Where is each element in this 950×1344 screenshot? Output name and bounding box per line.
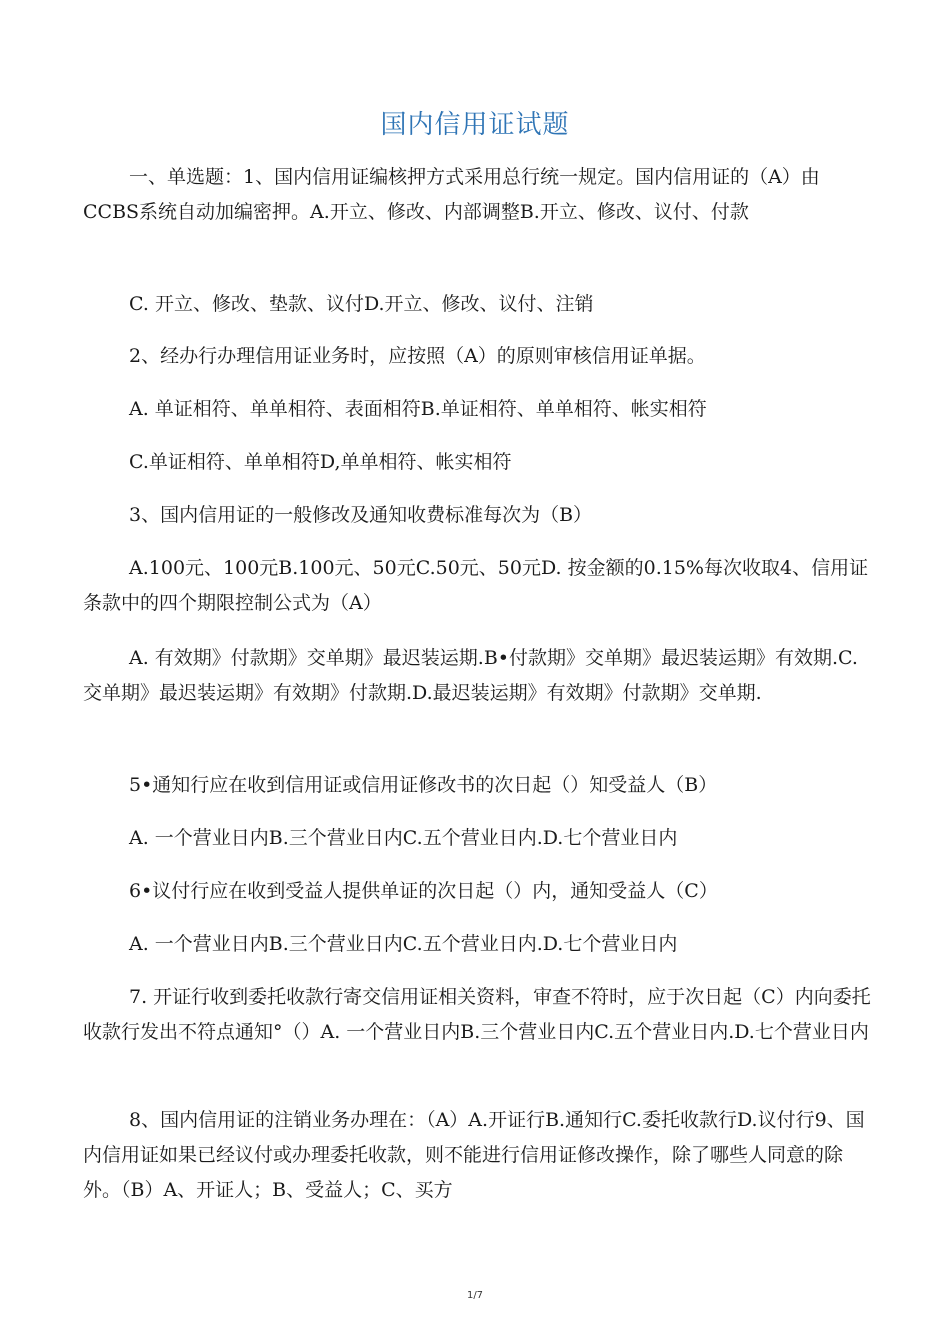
question-5: 5•通知行应在收到信用证或信用证修改书的次日起（）知受益人（B）: [129, 774, 718, 796]
question-6: 6•议付行应在收到受益人提供单证的次日起（）内，通知受益人（C）: [129, 880, 718, 902]
question-3: 3、国内信用证的一般修改及通知收费标准每次为（B）: [129, 504, 593, 526]
question-6-options: A. 一个营业日内B.三个营业日内C.五个营业日内.D.七个营业日内: [129, 933, 678, 955]
question-2-options-a: A. 单证相符、单单相符、表面相符B.单证相符、单单相符、帐实相符: [129, 398, 707, 420]
question-7: 7. 开证行收到委托收款行寄交信用证相关资料，审查不符时，应于次日起（C）内向委托收款行发出不符点通知°（）A. 一个营业日内B.三个营业日内C.五个营业日内.D.七个营业日内: [83, 986, 871, 1043]
question-3-options: A.100元、100元B.100元、50元C.50元、50元D. 按金额的0.15%每次收取4、信用证条款中的四个期限控制公式为（A）: [83, 557, 869, 614]
question-5-options: A. 一个营业日内B.三个营业日内C.五个营业日内.D.七个营业日内: [129, 827, 678, 849]
page-number: 1/7: [466, 1290, 484, 1301]
question-8-9: 8、国内信用证的注销业务办理在：（A）A.开证行B.通知行C.委托收款行D.议付行9、国内信用证如果已经议付或办理委托收款，则不能进行信用证修改操作，除了哪些人同意的除外。（B）A、开证人；B、受益人；C、买方: [83, 1109, 865, 1201]
question-1: 一、单选题：1、国内信用证编核押方式采用总行统一规定。国内信用证的（A）由CCBS系统自动加编密押。A.开立、修改、内部调整B.开立、修改、议付、付款: [83, 166, 820, 223]
question-4-options: A. 有效期》付款期》交单期》最迟装运期.B•付款期》交单期》最迟装运期》有效期.C.交单期》最迟装运期》有效期》付款期.D.最迟装运期》有效期》付款期》交单期.: [83, 647, 858, 704]
question-1-options: C. 开立、修改、垫款、议付D.开立、修改、议付、注销: [129, 293, 594, 315]
question-2-options-c: C.单证相符、单单相符D,单单相符、帐实相符: [129, 451, 512, 473]
question-2: 2、经办行办理信用证业务时，应按照（A）的原则审核信用证单据。: [129, 345, 706, 367]
document-title: 国内信用证试题: [380, 110, 570, 140]
